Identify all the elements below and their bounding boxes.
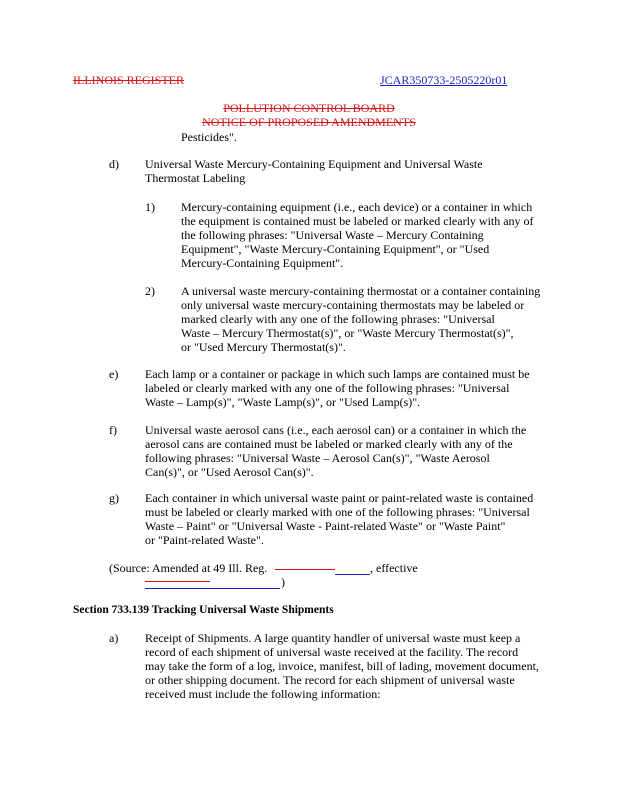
subsection-e-text: Each lamp or a container or package in which such lamps are contained must be labeled or clearly marked with any one of the following phrases: "Universal Waste – Lamp(s)", "Waste Lamp(s)", or "Used Lamp(s)". <box>145 367 530 409</box>
source-strike-line <box>275 569 335 570</box>
section-heading: Section 733.139 Tracking Universal Waste Shipments <box>73 604 334 616</box>
document-code: JCAR350733-2505220r01 <box>380 73 508 87</box>
source-effective: , effective <box>370 561 418 575</box>
item-2-label: 2) <box>145 284 155 298</box>
subsection-a-label: a) <box>109 631 119 645</box>
subsection-d-label: d) <box>109 157 119 171</box>
pesticides-tail: Pesticides". <box>181 130 237 144</box>
item-2-text: A universal waste mercury-containing thermostat or a container containing only universal waste mercury-containing thermostats may be labeled or marked clearly with any one of the following phrases: "Universal Waste – Mercury Thermostat(s)", or "Waste Mercury Thermostat(s)", or "Used Mercury Thermostat(s)". <box>181 284 541 354</box>
item-1-label: 1) <box>145 200 155 214</box>
source-close: ) <box>281 575 285 589</box>
subsection-g-text: Each container in which universal waste paint or paint-related waste is contained must be labeled or clearly marked with one of the following phrases: "Universal Waste – Paint" or "Universal Waste - Paint-related Waste" or "Waste Paint" or "Paint-related Waste". <box>145 491 534 547</box>
notice-heading: NOTICE OF PROPOSED AMENDMENTS <box>202 115 416 129</box>
effective-strike-line <box>145 581 210 582</box>
agency-heading: POLLUTION CONTROL BOARD <box>223 101 395 115</box>
subsection-a-text: Receipt of Shipments. A large quantity handler of universal waste must keep a record of each shipment of universal waste received at the facility. The record may take the form of a log, invoice, manifest, bill of lading, movement document, or other shipping document. The record for each shipment of universal waste received must include the following information: <box>145 631 539 701</box>
subsection-f-text: Universal waste aerosol cans (i.e., each aerosol can) or a container in which the aerosol cans are contained must be labeled or marked clearly with any of the following phrases: "Universal Waste – Aerosol Can(s)", "Waste Aerosol Can(s)", or "Used Aerosol Can(s)". <box>145 423 527 479</box>
subsection-f-label: f) <box>109 423 117 437</box>
register-title: ILLINOIS REGISTER <box>73 73 184 87</box>
subsection-d-heading: Universal Waste Mercury-Containing Equipment and Universal Waste Thermostat Labeling <box>145 157 483 185</box>
effective-insert-line <box>145 588 280 589</box>
source-note: (Source: Amended at 49 Ill. Reg. <box>109 561 268 575</box>
subsection-e-label: e) <box>109 367 119 381</box>
source-insert-line <box>335 574 370 575</box>
item-1-text: Mercury-containing equipment (i.e., each device) or a container in which the equipment is contained must be labeled or marked clearly with any of the following phrases: "Universal Waste – Mercury Containing Equipment", "Waste Mercury-Containing Equipment", or "Used Mercury-Containing Equipment". <box>181 200 534 270</box>
subsection-g-label: g) <box>109 491 119 505</box>
